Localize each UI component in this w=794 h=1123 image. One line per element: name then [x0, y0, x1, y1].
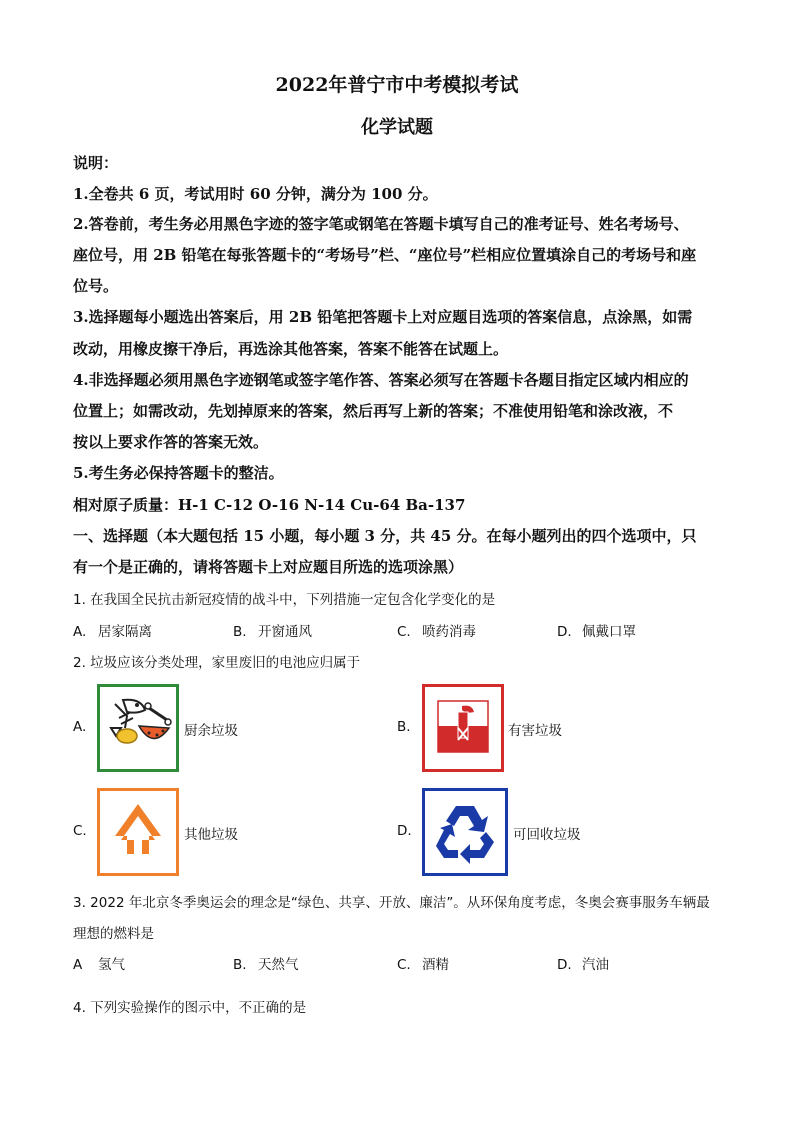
option-letter: B. [233, 624, 247, 640]
question-1-stem: 1. 在我国全民抗击新冠疫情的战斗中，下列措施一定包含化学变化的是 [73, 592, 496, 608]
q2-option-c-letter: C. [73, 823, 87, 839]
instruction-line: 按以上要求作答的答案无效。 [73, 433, 269, 451]
question-3-stem: 3. 2022 年北京冬季奥运会的理念是“绿色、共享、开放、廉洁”。从环保角度考虑，冬奥会赛事服务车辆最 [73, 895, 710, 911]
option-text: 佩戴口罩 [582, 624, 636, 640]
food-waste-icon [97, 684, 175, 768]
option-letter: A [73, 957, 83, 973]
q2-option-d-label: 可回收垃圾 [513, 827, 581, 843]
instruction-line: 位号。 [73, 277, 119, 295]
q2-option-a-label: 厨余垃圾 [184, 723, 238, 739]
atomic-masses: 相对原子质量：H-1 C-12 O-16 N-14 Cu-64 Ba-137 [73, 496, 466, 514]
instruction-line: 2.答卷前，考生务必用黑色字迹的签字笔或钢笔在答题卡填写自己的准考证号、姓名考场号、 [73, 215, 689, 233]
q2-option-b-label: 有害垃圾 [508, 723, 562, 739]
section-heading: 一、选择题（本大题包括 15 小题，每小题 3 分，共 45 分。在每小题列出的四个选项中，只 [73, 527, 697, 545]
option-text: 酒精 [422, 957, 449, 973]
instruction-line: 座位号，用 2B 铅笔在每张答题卡的“考场号”栏、“座位号”栏相应位置填涂自己的考场号和座 [73, 246, 697, 264]
instructions-heading: 说明： [73, 154, 119, 172]
exam-subject: 化学试题 [361, 117, 433, 138]
option-letter: D. [557, 624, 572, 640]
recyclable-icon [422, 788, 500, 872]
question-4-stem: 4. 下列实验操作的图示中，不正确的是 [73, 1000, 307, 1016]
q1-option-b [233, 620, 312, 640]
q3-option-c [397, 953, 449, 973]
option-letter: A. [73, 624, 87, 640]
option-letter: B. [233, 957, 247, 973]
instruction-line: 位置上；如需改动，先划掉原来的答案，然后再写上新的答案；不准使用铅笔和涂改液，不 [73, 402, 674, 420]
q1-option-d [557, 620, 636, 640]
q2-option-c-label: 其他垃圾 [184, 827, 238, 843]
question-2-stem: 2. 垃圾应该分类处理，家里废旧的电池应归属于 [73, 655, 361, 671]
option-letter: D. [557, 957, 572, 973]
other-waste-icon [97, 788, 175, 872]
hazardous-waste-icon [422, 684, 500, 768]
q2-option-a-letter: A. [73, 719, 87, 735]
question-3-stem-cont: 理想的燃料是 [73, 926, 154, 942]
q2-option-b-letter: B. [397, 719, 411, 735]
instruction-line: 5.考生务必保持答题卡的整洁。 [73, 464, 284, 482]
option-text: 开窗通风 [258, 624, 312, 640]
option-text: 居家隔离 [98, 624, 152, 640]
q2-option-d-letter: D. [397, 823, 412, 839]
q1-option-a [73, 620, 152, 640]
q1-option-c [397, 620, 476, 640]
q3-option-a [73, 953, 125, 973]
option-letter: C. [397, 624, 411, 640]
option-text: 喷药消毒 [422, 624, 476, 640]
instruction-line: 改动，用橡皮擦干净后，再选涂其他答案，答案不能答在试题上。 [73, 340, 509, 358]
exam-title: 2022年普宁市中考模拟考试 [275, 74, 519, 96]
option-letter: C. [397, 957, 411, 973]
option-text: 氢气 [98, 957, 125, 973]
option-text: 汽油 [582, 957, 609, 973]
q3-option-d [557, 953, 609, 973]
option-text: 天然气 [258, 957, 299, 973]
instruction-line: 4.非选择题必须用黑色字迹钢笔或签字笔作答、答案必须写在答题卡各题目指定区域内相应的 [73, 371, 689, 389]
instruction-line: 3.选择题每小题选出答案后，用 2B 铅笔把答题卡上对应题目选项的答案信息，点涂黑，如需 [73, 308, 693, 326]
section-heading-cont: 有一个是正确的，请将答题卡上对应题目所选的选项涂黑） [73, 558, 464, 576]
instruction-line: 1.全卷共 6 页，考试用时 60 分钟，满分为 100 分。 [73, 185, 438, 203]
q3-option-b [233, 953, 299, 973]
